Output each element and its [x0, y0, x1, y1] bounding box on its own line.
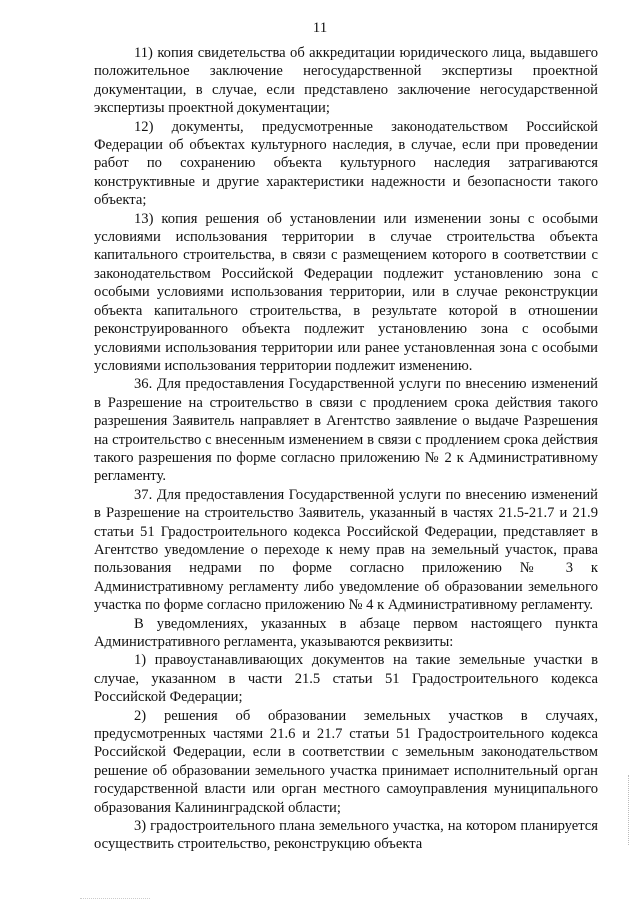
paragraph-point-36: 36. Для предоставления Государственной услуги по внесению изменений в Разрешение на строительство в связи с продлением срока действия такого разрешения Заявитель направляет в Агентство заявление о выдаче Разрешения на строительство с внесенным изменением в связи с продлением срока действия такого разрешения по форме согласно приложению № 2 к Административному регламенту. — [94, 376, 598, 485]
paragraph-item-13: 13) копия решения об установлении или изменении зоны с особыми условиями использования территории в случае строительства объекта капитального строительства, в связи с размещением которого в соответствии с законодательством Российской Федерации подлежит установлению зона с особыми условиями использования территории, или в случае реконструкции объекта капитального строительства, в результате которой в отношении реконструированного объекта подлежит установлению зона с особыми условиями использования территории или ранее установленная зона с особыми условиями использования территории подлежит изменению. — [94, 210, 598, 374]
paragraph-requisite-3: 3) градостроительного плана земельного участка, на котором планируется осуществить строительство, реконструкцию объекта — [94, 818, 598, 853]
scan-footer-mark — [80, 898, 150, 901]
page-number: 11 — [312, 20, 328, 36]
paragraph-requisites-intro: В уведомлениях, указанных в абзаце первом настоящего пункта Административного регламента, указываются реквизиты: — [94, 615, 598, 650]
paragraph-point-37: 37. Для предоставления Государственной услуги по внесению изменений в Разрешение на строительство Заявитель, указанный в частях 21.5-21.7 и 21.9 статьи 51 Градостроительного кодекса Российской Федерации, представляет в Агентство уведомление о переходе к нему прав на земельный участок, права пользования недрами по форме согласно приложению № 3 к Административному регламенту либо уведомление об образовании земельного участка по форме согласно приложению № 4 к Административному регламенту. — [94, 486, 598, 614]
paragraph-requisite-1: 1) правоустанавливающих документов на такие земельные участки в случае, указанном в части 21.5 статьи 51 Градостроительного кодекса Российской Федерации; — [94, 652, 598, 706]
paragraph-item-12: 12) документы, предусмотренные законодательством Российской Федерации об объектах культурного наследия, в случае, если при проведении работ по сохранению объекта культурного наследия затрагиваются конструктивные и другие характеристики надежности и безопасности такого объекта; — [94, 118, 598, 209]
document-body — [94, 44, 598, 854]
scan-margin-mark — [628, 775, 632, 845]
paragraph-requisite-2: 2) решения об образовании земельных участков в случаях, предусмотренных частями 21.6 и 21.7 статьи 51 Градостроительного кодекса Российской Федерации, если в соответствии с земельным законодательством решение об образовании земельного участка принимает исполнительный орган государственной власти или орган местного самоуправления муниципального образования Калининградской области; — [94, 707, 598, 816]
paragraph-item-11: 11) копия свидетельства об аккредитации юридического лица, выдавшего положительное заключение негосударственной экспертизы проектной документации, в случае, если представлено заключение негосударственной экспертизы проектной документации; — [94, 45, 598, 117]
